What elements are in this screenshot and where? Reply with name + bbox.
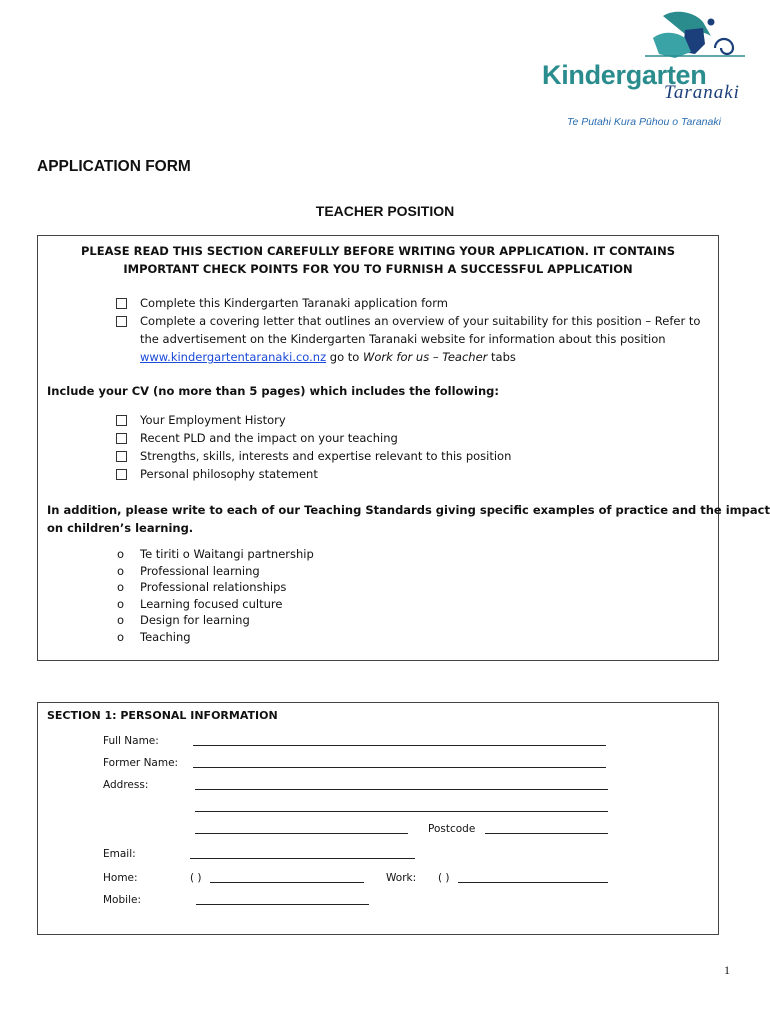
logo-region: Taranaki: [664, 82, 740, 103]
instructions-heading-line2: IMPORTANT CHECK POINTS FOR YOU TO FURNISH A SUCCESSFUL APPLICATION: [123, 262, 633, 276]
check-item-letter-line3: www.kindergartentaranaki.co.nz go to Work for us – Teacher tabs: [140, 350, 516, 364]
checkbox[interactable]: [116, 298, 127, 309]
standard-item: Teaching: [140, 630, 191, 644]
instructions-heading-line1: PLEASE READ THIS SECTION CAREFULLY BEFORE WRITING YOUR APPLICATION. IT CONTAINS: [81, 244, 675, 258]
bullet-icon: o: [117, 630, 125, 644]
cv-item: Strengths, skills, interests and expertise relevant to this position: [140, 449, 512, 463]
email-label: Email:: [103, 848, 136, 860]
standard-item: Te tiriti o Waitangi partnership: [140, 547, 314, 561]
standard-item: Professional learning: [140, 564, 260, 578]
postcode-label: Postcode: [428, 823, 476, 835]
checkbox[interactable]: [116, 415, 127, 426]
section1-heading: SECTION 1: PERSONAL INFORMATION: [47, 709, 278, 722]
page-number: 1: [724, 963, 730, 977]
home-area-code: ( ): [190, 872, 202, 884]
logo-wordmark: Kindergarten: [542, 60, 707, 90]
logo-tagline: Te Putahi Kura Pūhou o Taranaki: [567, 116, 721, 128]
check-item-letter-line1: Complete a covering letter that outlines an overview of your suitability for this position – Refer to: [140, 314, 701, 328]
mobile-label: Mobile:: [103, 894, 141, 906]
address-field-line1[interactable]: [195, 789, 608, 790]
checkbox[interactable]: [116, 469, 127, 480]
checkbox[interactable]: [116, 451, 127, 462]
email-field[interactable]: [190, 858, 415, 859]
cv-item: Your Employment History: [140, 413, 286, 427]
standard-item: Professional relationships: [140, 580, 287, 594]
standards-intro-line2: on children’s learning.: [47, 521, 194, 535]
cv-heading: Include your CV (no more than 5 pages) which includes the following:: [47, 384, 499, 398]
bullet-icon: o: [117, 564, 125, 578]
bullet-icon: o: [117, 613, 125, 627]
cv-item: Personal philosophy statement: [140, 467, 318, 481]
former-name-label: Former Name:: [103, 757, 179, 769]
former-name-field[interactable]: [193, 767, 606, 768]
work-phone-field[interactable]: [458, 882, 608, 883]
address-field-line3[interactable]: [195, 833, 408, 834]
standard-item: Learning focused culture: [140, 597, 283, 611]
home-phone-label: Home:: [103, 872, 138, 884]
full-name-label: Full Name:: [103, 735, 159, 747]
mobile-field[interactable]: [196, 904, 369, 905]
home-phone-field[interactable]: [210, 882, 364, 883]
work-area-code: ( ): [438, 872, 450, 884]
checkbox[interactable]: [116, 316, 127, 327]
bullet-icon: o: [117, 580, 125, 594]
checkbox[interactable]: [116, 433, 127, 444]
address-field-line2[interactable]: [195, 811, 608, 812]
form-title: APPLICATION FORM: [37, 158, 191, 175]
address-label: Address:: [103, 779, 149, 791]
full-name-field[interactable]: [193, 745, 606, 746]
postcode-field[interactable]: [485, 833, 608, 834]
standards-intro-line1: In addition, please write to each of our Teaching Standards giving specific examples of practice and the impact: [47, 503, 770, 517]
check-item-letter-line2: the advertisement on the Kindergarten Taranaki website for information about this position: [140, 332, 666, 346]
cv-item: Recent PLD and the impact on your teaching: [140, 431, 398, 445]
standard-item: Design for learning: [140, 613, 250, 627]
bullet-icon: o: [117, 597, 125, 611]
work-phone-label: Work:: [386, 872, 417, 884]
bullet-icon: o: [117, 547, 125, 561]
website-link[interactable]: www.kindergartentaranaki.co.nz: [140, 350, 327, 364]
check-item-form: Complete this Kindergarten Taranaki application form: [140, 296, 448, 310]
form-subtitle: TEACHER POSITION: [315, 203, 455, 219]
